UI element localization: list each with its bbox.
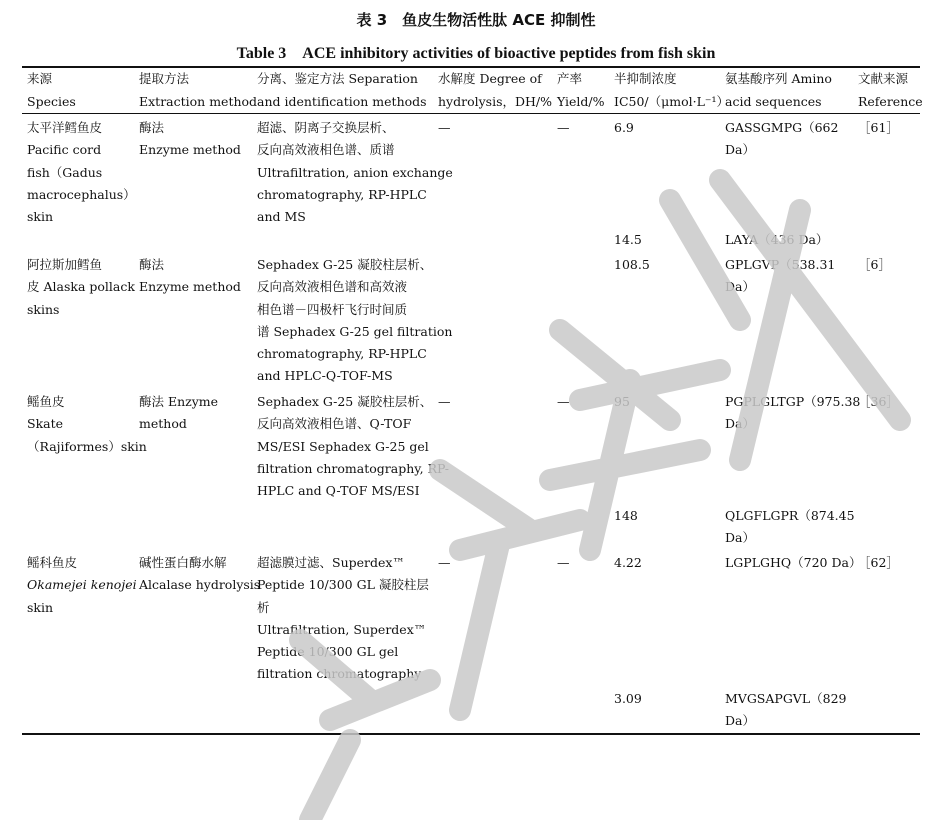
table-title-en: Table 3 ACE inhibitory activities of bioactive peptides from fish skin — [236, 45, 716, 62]
row2-extraction: 酶法 Enzyme method — [139, 257, 241, 295]
row3b-ic50: 148 — [614, 508, 638, 523]
row1-sequence: GASSGMPG（662 Da） — [725, 120, 839, 158]
header-reference: 文献来源 Reference — [858, 71, 923, 109]
bottom-rule — [22, 733, 920, 735]
row1-separation: 超滤、阴离子交换层析、 反向高效液相色谱、质谱 Ultrafiltration, anion exchange chromatography, RP-HPLC and MS — [257, 120, 453, 225]
header-hydrolysis: 水解度 Degree of hydrolysis，DH/% — [438, 71, 553, 109]
row1-reference: ［61］ — [858, 120, 899, 135]
row3-yield: — — [557, 394, 570, 409]
row2-separation: Sephadex G-25 凝胶柱层析、 反向高效液相色谱和高效液 相色谱－四极杆飞行时间质 谱 Sephadex G-25 gel filtration chromatography, RP-HPLC and HPLC-Q-TOF-MS — [257, 257, 453, 384]
table-title-cn: 表 3 鱼皮生物活性肽 ACE 抑制性 — [356, 11, 596, 29]
row4-species: 鳐科鱼皮 Okamejei kenojei skin — [27, 555, 137, 615]
row3-reference: ［36］ — [858, 394, 899, 409]
row2-sequence: GPLGVP（538.31 Da） — [725, 257, 836, 295]
row1b-ic50: 14.5 — [614, 232, 642, 247]
row4b-sequence: MVGSAPGVL（829 Da） — [725, 691, 847, 729]
row4-yield: — — [557, 555, 570, 570]
row2-reference: ［6］ — [858, 257, 891, 272]
row3-species: 鳐鱼皮 Skate （Rajiformes）skin — [27, 394, 147, 454]
row4-hydrolysis: — — [438, 555, 451, 570]
row2-species: 阿拉斯加鳕鱼 皮 Alaska pollack skins — [27, 257, 135, 317]
row4-ic50: 4.22 — [614, 555, 642, 570]
row1-yield: — — [557, 120, 570, 135]
row4-sequence: LGPLGHQ（720 Da） — [725, 555, 862, 570]
header-ic50: 半抑制浓度 IC50/（μmol·L⁻¹） — [614, 71, 730, 109]
row1-ic50: 6.9 — [614, 120, 634, 135]
row3-extraction: 酶法 Enzyme method — [139, 394, 219, 432]
header-sequence: 氨基酸序列 Amino acid sequences — [725, 71, 832, 109]
row1-species: 太平洋鳕鱼皮 Pacific cord fish（Gadus macrocephalus） skin — [27, 120, 136, 225]
row2-ic50: 108.5 — [614, 257, 650, 272]
row1b-sequence: LAYA（436 Da） — [725, 232, 829, 247]
row3-separation: Sephadex G-25 凝胶柱层析、 反向高效液相色谱、Q-TOF MS/ESI Sephadex G-25 gel filtration chromatography, RP- HPLC and Q-TOF MS/ESI — [257, 394, 449, 499]
row3-hydrolysis: — — [438, 394, 451, 409]
row1-hydrolysis: — — [438, 120, 451, 135]
header-separation: 分离、鉴定方法 Separation and identification methods — [257, 71, 427, 109]
header-species: 来源 Species — [27, 71, 76, 109]
row3-sequence: PGPLGLTGP（975.38 Da） — [725, 394, 861, 432]
row3b-sequence: QLGFLGPR（874.45 Da） — [725, 508, 855, 546]
row1-extraction: 酶法 Enzyme method — [139, 120, 241, 158]
header-rule — [22, 113, 920, 114]
row4b-ic50: 3.09 — [614, 691, 642, 706]
row3-ic50: 95 — [614, 394, 630, 409]
header-extraction: 提取方法 Extraction method — [139, 71, 258, 109]
row4-separation: 超滤膜过滤、Superdex™ Peptide 10/300 GL 凝胶柱层 析 Ultrafiltration, Superdex™ Peptide 10/300 GL gel filtration chromatography — [257, 555, 429, 682]
row4-reference: ［62］ — [858, 555, 899, 570]
row4-extraction: 碱性蛋白酶水解 Alcalase hydrolysis — [139, 555, 261, 593]
header-yield: 产率 Yield/% — [557, 71, 605, 109]
